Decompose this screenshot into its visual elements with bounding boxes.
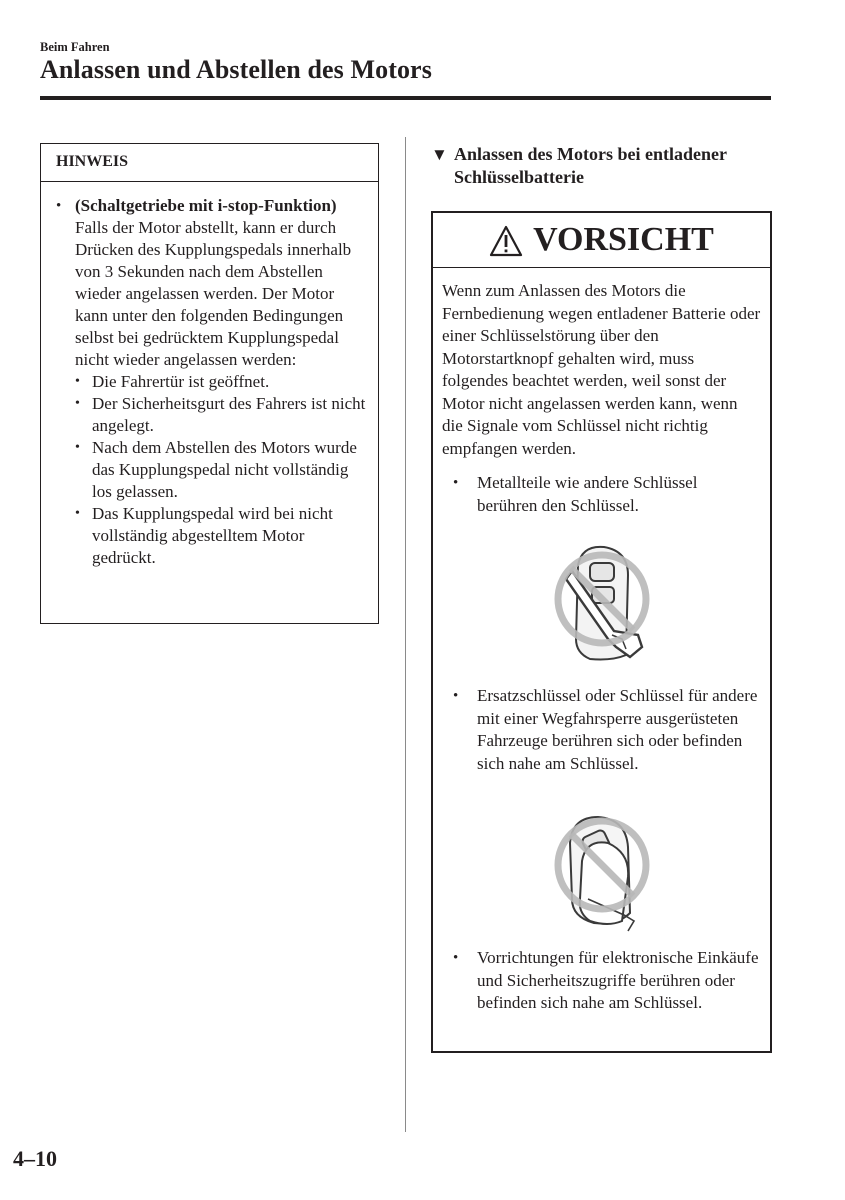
note-item-content [75,195,370,569]
caution-item [442,947,762,1015]
bullet-icon: • [56,198,62,214]
key-with-metal-illustration [542,535,662,665]
caution-heading: VORSICHT [533,221,714,258]
subsection-title: Anlassen des Motors bei entladener Schlüsselbatterie [454,144,727,187]
condition-text: Die Fahrertür ist geöffnet. [92,372,270,391]
caution-item [442,472,762,517]
warning-triangle-icon [489,225,523,257]
bullet-icon: • [453,475,459,491]
note-item-title: (Schaltgetriebe mit i-stop-Funktion) [75,196,337,215]
condition-text: Der Sicherheitsgurt des Fahrers ist nicht angelegt. [92,394,366,435]
triangle-down-icon: ▼ [431,145,448,164]
condition-text: Nach dem Abstellen des Motors wurde das Kupplungspedal nicht vollständig los gelassen. [92,438,357,501]
page-title: Anlassen und Abstellen des Motors [40,55,432,84]
caution-item [442,685,762,775]
caution-box [431,211,772,1053]
note-body [41,182,378,569]
caution-header [433,213,770,268]
condition-item [75,437,370,503]
note-box [40,143,379,624]
bullet-icon: • [75,396,80,411]
bullet-icon: • [453,950,459,966]
condition-text: Das Kupplungspedal wird bei nicht vollständig abgestelltem Motor gedrückt. [92,504,333,567]
two-keys-illustration [542,803,662,933]
note-item-text: Falls der Motor abstellt, kann er durch Drücken des Kupplungspedals innerhalb von 3 Sekunden nach dem Abstellen wieder angelassen werden. Der Motor kann unter den folgenden Bedingungen selbst bei gedrücktem Kupplungspedal nicht wieder angelassen werden: [75,218,352,369]
column-divider [405,137,406,1132]
caution-intro: Wenn zum Anlassen des Motors die Fernbedienung wegen entladener Batterie oder einer Schlüsselstörung über den Motorstartknopf gehalten wird, muss folgendes beachtet werden, weil sonst der Motor nicht angelassen werden kann, wenn die Signale vom Schlüssel nicht richtig empfangen werden. [442,281,761,458]
bullet-icon: • [75,374,80,389]
bullet-icon: • [75,440,80,455]
note-heading: HINWEIS [41,144,378,182]
condition-item [75,371,370,393]
bullet-icon: • [453,688,459,704]
subsection-heading [431,143,761,189]
conditions-list [75,371,370,569]
condition-item [75,503,370,569]
caution-body [433,268,770,1015]
caution-item-text: Metallteile wie andere Schlüssel berühren den Schlüssel. [477,473,698,515]
caution-item-text: Vorrichtungen für elektronische Einkäufe und Sicherheitszugriffe berühren oder befinden sich nahe am Schlüssel. [477,948,759,1012]
note-item [56,195,370,569]
bullet-icon: • [75,506,80,521]
title-rule [40,96,771,100]
page-number: 4–10 [13,1146,57,1171]
caution-item-text: Ersatzschlüssel oder Schlüssel für andere mit einer Wegfahrsperre ausgerüsteten Fahrzeuge berühren sich oder befinden sich nahe am Schlüssel. [477,686,758,773]
condition-item [75,393,370,437]
section-label: Beim Fahren [40,40,110,54]
